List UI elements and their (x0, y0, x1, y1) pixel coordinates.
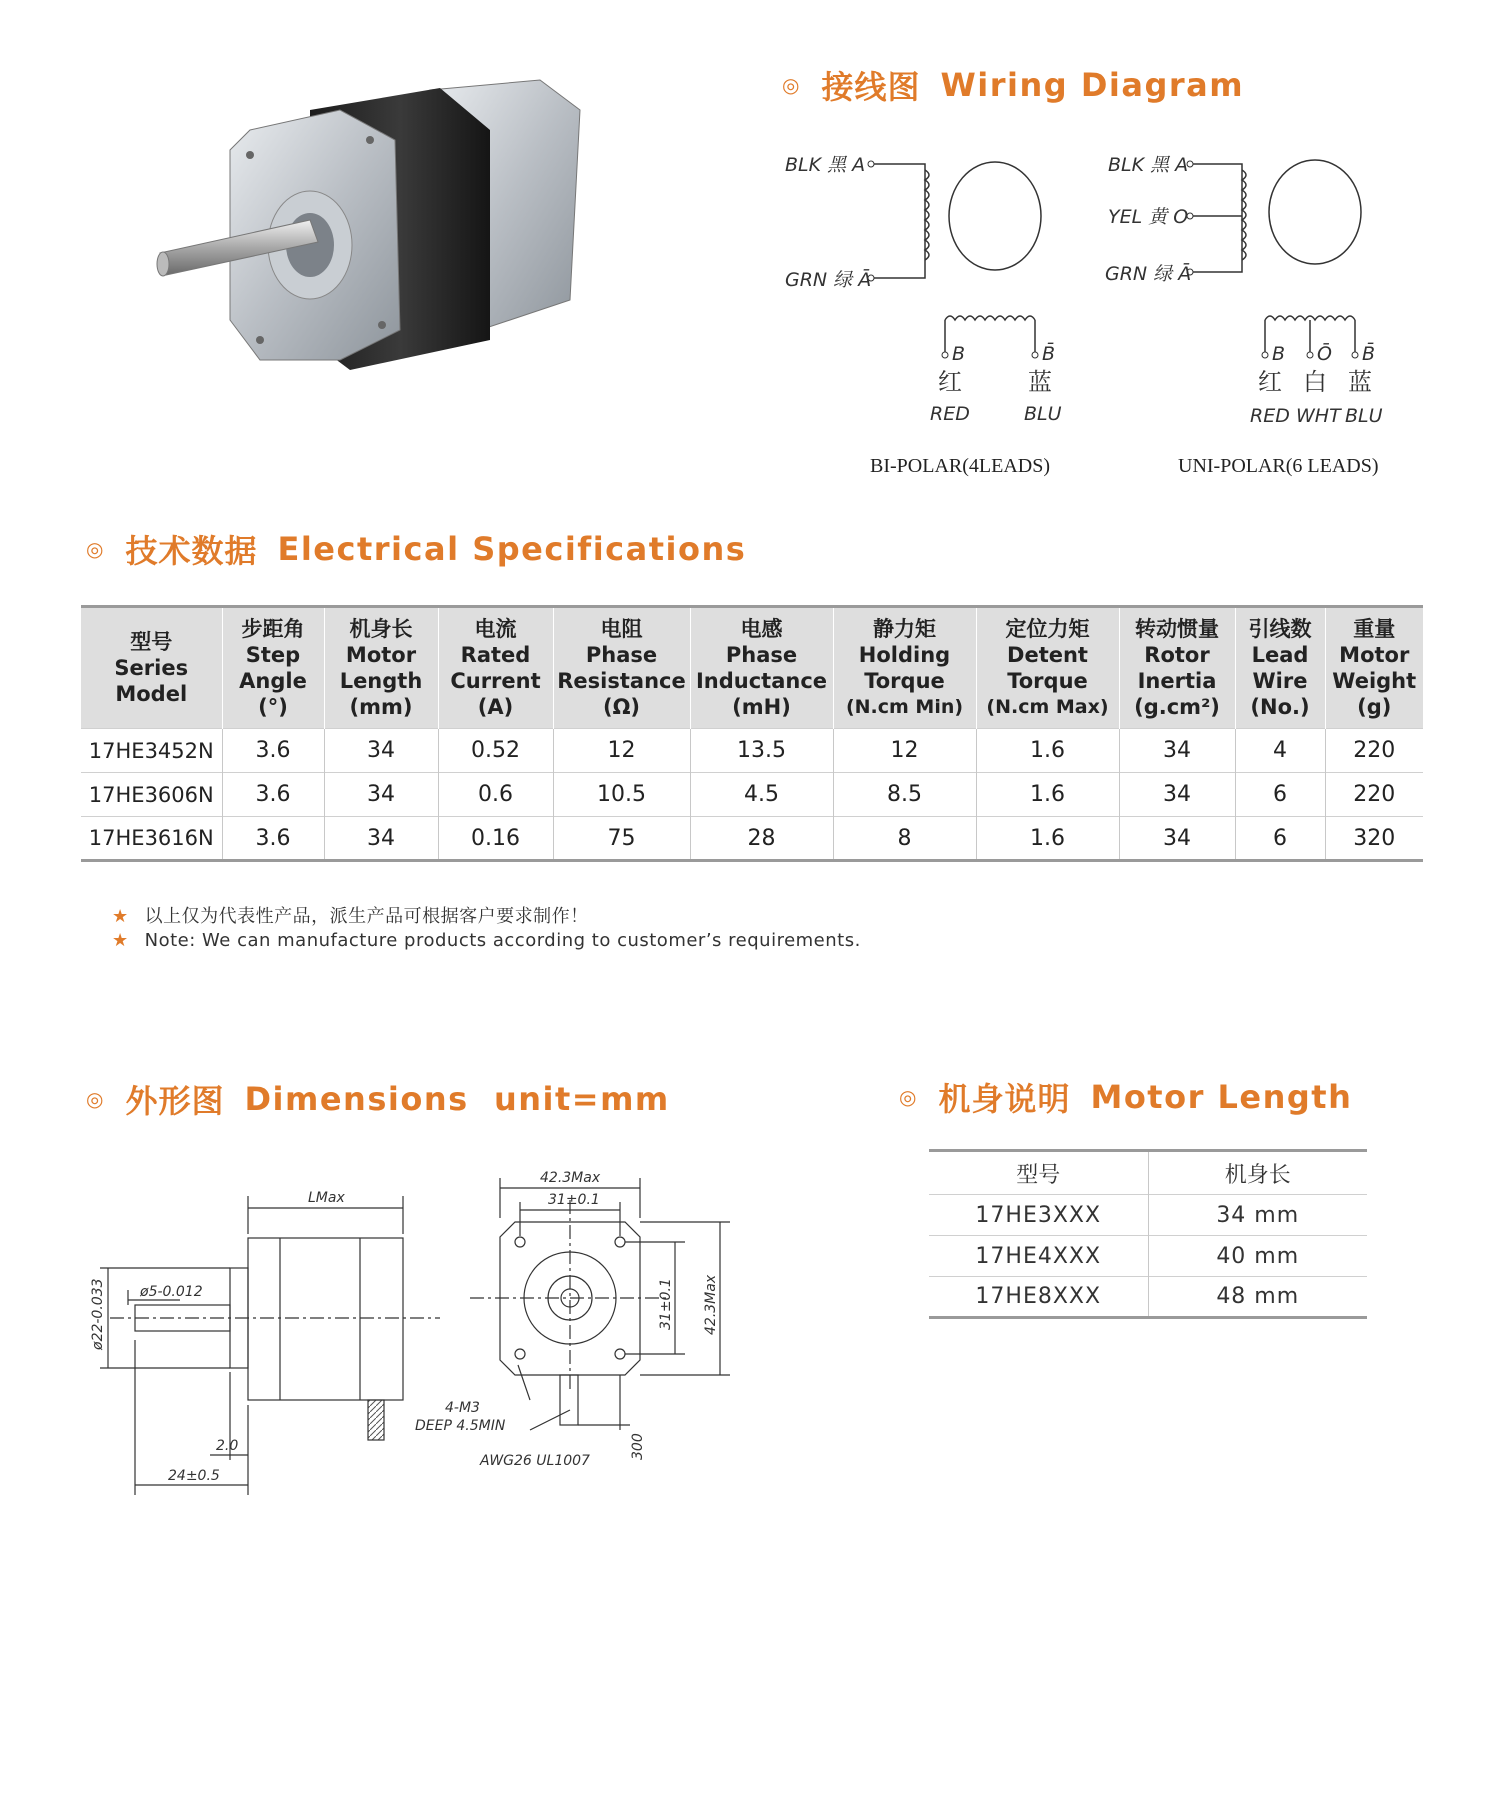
dimensions-title-en: Dimensions unit=mm (244, 1080, 670, 1118)
cell-motor-weight: 220 (1325, 773, 1423, 817)
note-cn (112, 902, 589, 928)
cell-motor-length: 34 (324, 729, 438, 773)
length-cell-model: 17HE8XXX (929, 1277, 1148, 1318)
length-cell-length: 34 mm (1148, 1195, 1367, 1236)
cell-phase-inductance: 13.5 (690, 729, 833, 773)
unipolar-blu-en: BLU (1345, 405, 1383, 427)
length-cell-model: 17HE4XXX (929, 1236, 1148, 1277)
header-motor-weight: 重量 Motor Weight (g) (1325, 607, 1423, 729)
spec-row (81, 817, 1423, 861)
bipolar-red-cn: 红 (938, 368, 962, 396)
cell-detent-torque: 1.6 (976, 729, 1119, 773)
bullet-icon: ◎ (899, 1085, 917, 1109)
specs-title-en: Electrical Specifications (277, 530, 747, 568)
note-cn-text: 以上仅为代表性产品，派生产品可根据客户要求制作！ (144, 906, 589, 927)
header-lead-wire: 引线数 Lead Wire (No.) (1235, 607, 1325, 729)
header-model: 型号 Series Model (81, 607, 222, 729)
bipolar-grn-label: GRN 绿 Ā (785, 269, 872, 291)
cell-step-angle: 3.6 (222, 773, 324, 817)
dim-boss-dia: ø22-0.033 (90, 1278, 106, 1350)
bullet-icon: ◎ (86, 537, 104, 561)
motor-length-title-cn: 机身说明 (938, 1080, 1071, 1118)
dimensions-section-title (86, 1076, 670, 1122)
electrical-spec-table (81, 605, 1423, 862)
cell-motor-weight: 320 (1325, 817, 1423, 861)
cell-rated-current: 0.6 (438, 773, 553, 817)
specs-section-title (86, 526, 746, 572)
unipolar-yel-label: YEL 黄 O (1108, 206, 1189, 228)
unipolar-caption: UNI-POLAR(6 LEADS) (1178, 455, 1379, 477)
header-phase-inductance: 电感 Phase Inductance (mH) (690, 607, 833, 729)
cell-phase-resistance: 75 (553, 817, 690, 861)
length-row (929, 1236, 1367, 1277)
unipolar-b-label: B (1272, 343, 1286, 365)
cell-detent-torque: 1.6 (976, 817, 1119, 861)
note-en (112, 930, 861, 951)
unipolar-wht-en: WHT (1296, 405, 1341, 427)
spec-row (81, 773, 1423, 817)
motor-length-title-en: Motor Length (1090, 1078, 1353, 1116)
cell-lead-wire: 4 (1235, 729, 1325, 773)
dim-holes: 4-M3 (445, 1400, 480, 1416)
header-phase-resistance: 电阻 Phase Resistance (Ω) (553, 607, 690, 729)
cell-rotor-inertia: 34 (1119, 773, 1235, 817)
length-header-model: 型号 (929, 1151, 1148, 1195)
cell-motor-length: 34 (324, 773, 438, 817)
cell-motor-weight: 220 (1325, 729, 1423, 773)
length-row (929, 1195, 1367, 1236)
motor-length-table (929, 1149, 1367, 1319)
unipolar-red-en: RED (1250, 405, 1290, 427)
cell-rated-current: 0.16 (438, 817, 553, 861)
header-rotor-inertia: 转动惯量 Rotor Inertia (g.cm²) (1119, 607, 1235, 729)
length-header-row (929, 1151, 1367, 1195)
length-cell-length: 48 mm (1148, 1277, 1367, 1318)
length-header-length: 机身长 (1224, 1162, 1291, 1188)
dimensions-title-cn: 外形图 (125, 1082, 225, 1120)
spec-row (81, 729, 1423, 773)
cell-rated-current: 0.52 (438, 729, 553, 773)
dim-shaft-dia: ø5-0.012 (140, 1284, 203, 1300)
unipolar-bbar-label: B̄ (1362, 343, 1376, 365)
cell-rotor-inertia: 34 (1119, 817, 1235, 861)
bullet-icon: ◎ (86, 1087, 104, 1111)
length-cell-length: 40 mm (1148, 1236, 1367, 1277)
star-icon: ★ (112, 930, 129, 951)
dim-holes-depth: DEEP 4.5MIN (415, 1418, 506, 1434)
bipolar-b-label: B (952, 343, 966, 365)
motor-length-section-title (899, 1074, 1352, 1120)
cell-phase-resistance: 10.5 (553, 773, 690, 817)
cell-lead-wire: 6 (1235, 817, 1325, 861)
note-en-text: Note: We can manufacture products according to customer’s requirements. (144, 930, 861, 951)
header-motor-length: 机身长 Motor Length (mm) (324, 607, 438, 729)
wiring-title-cn: 接线图 (821, 68, 921, 106)
unipolar-wht-cn: 白 (1303, 368, 1327, 396)
unipolar-blk-label: BLK 黑 A (1108, 154, 1189, 176)
cell-rotor-inertia: 34 (1119, 729, 1235, 773)
wiring-title-en: Wiring Diagram (940, 66, 1245, 104)
wiring-diagram (760, 120, 1460, 480)
header-rated-current: 电流 Rated Current (A) (438, 607, 553, 729)
dim-body-h: 42.3Max (703, 1274, 719, 1335)
cell-step-angle: 3.6 (222, 817, 324, 861)
bipolar-blk-label: BLK 黑 A (785, 154, 866, 176)
cell-lead-wire: 6 (1235, 773, 1325, 817)
star-icon: ★ (112, 906, 129, 927)
cell-holding-torque: 8.5 (833, 773, 976, 817)
bipolar-blu-cn: 蓝 (1028, 368, 1052, 396)
bipolar-diagram (785, 154, 1062, 477)
dim-hole-spacing-v: 31±0.1 (658, 1278, 674, 1330)
dim-body-w: 42.3Max (540, 1170, 601, 1186)
bullet-icon: ◎ (782, 73, 800, 97)
length-cell-model: 17HE3XXX (929, 1195, 1148, 1236)
unipolar-red-cn: 红 (1258, 368, 1282, 396)
dim-shaft-len: 24±0.5 (168, 1468, 220, 1484)
unipolar-blu-cn: 蓝 (1348, 368, 1372, 396)
header-detent-torque: 定位力矩 Detent Torque (N.cm Max) (976, 607, 1119, 729)
stepper-motor-photo (150, 70, 590, 430)
cell-model: 17HE3452N (81, 729, 222, 773)
unipolar-grn-label: GRN 绿 Ā (1105, 263, 1192, 285)
cell-step-angle: 3.6 (222, 729, 324, 773)
bipolar-blu-en: BLU (1024, 403, 1062, 425)
cell-phase-resistance: 12 (553, 729, 690, 773)
cell-phase-inductance: 4.5 (690, 773, 833, 817)
dim-wire: AWG26 UL1007 (480, 1453, 590, 1469)
cell-holding-torque: 12 (833, 729, 976, 773)
wiring-section-title (782, 62, 1244, 108)
header-holding-torque: 静力矩 Holding Torque (N.cm Min) (833, 607, 976, 729)
cell-model: 17HE3606N (81, 773, 222, 817)
cell-holding-torque: 8 (833, 817, 976, 861)
dimension-drawings (70, 1160, 830, 1510)
header-step-angle: 步距角 Step Angle (°) (222, 607, 324, 729)
length-row (929, 1277, 1367, 1318)
dim-step: 2.0 (216, 1438, 239, 1454)
unipolar-obar-label: Ō (1317, 343, 1332, 365)
bipolar-bbar-label: B̄ (1042, 343, 1056, 365)
dim-lmax: LMax (308, 1190, 345, 1206)
specs-title-cn: 技术数据 (125, 532, 258, 570)
cell-phase-inductance: 28 (690, 817, 833, 861)
dim-hole-spacing: 31±0.1 (548, 1192, 600, 1208)
spec-header-row (81, 607, 1423, 729)
unipolar-diagram (1105, 154, 1383, 477)
bipolar-red-en: RED (930, 403, 970, 425)
cell-model: 17HE3616N (81, 817, 222, 861)
dim-wire-len: 300 (630, 1433, 646, 1460)
cell-motor-length: 34 (324, 817, 438, 861)
bipolar-caption: BI-POLAR(4LEADS) (870, 455, 1050, 477)
cell-detent-torque: 1.6 (976, 773, 1119, 817)
